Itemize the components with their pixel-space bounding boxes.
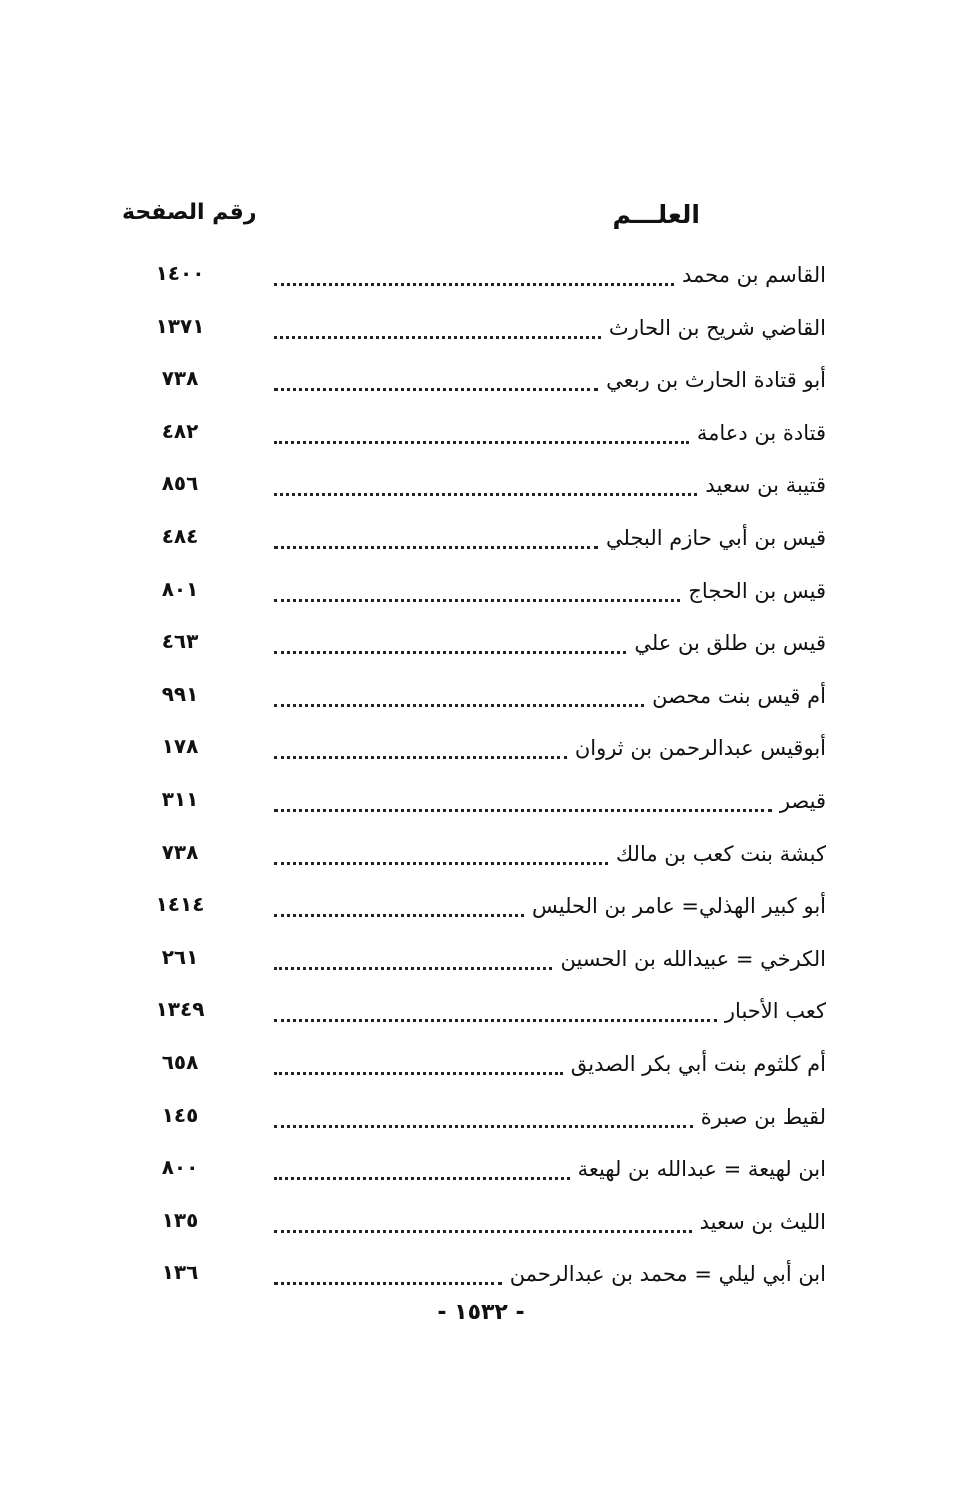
index-entry: [120, 886, 826, 939]
dot-leader: [274, 704, 644, 707]
entry-page-number: ٨٠١: [161, 576, 199, 601]
index-entry: [120, 1254, 826, 1307]
entry-name: قتيبة بن سعيد: [705, 473, 826, 498]
dot-leader: [274, 651, 626, 654]
index-entry: [120, 728, 826, 781]
entry-name: لقيط بن صبرة: [700, 1104, 826, 1129]
dot-leader: [274, 493, 697, 496]
entry-name-with-leader: [274, 678, 826, 712]
entry-page-number: ٧٣٨: [161, 366, 199, 391]
entry-page-number: ١٣٦: [161, 1260, 199, 1285]
index-entry: [120, 518, 826, 571]
entry-name: قيصر: [779, 788, 826, 813]
dot-leader: [274, 1072, 563, 1075]
index-entry: [120, 676, 826, 729]
index-entry: [120, 571, 826, 624]
entry-page-number: ٤٨٢: [161, 418, 199, 443]
name-column-heading: العلـــم: [612, 200, 700, 229]
index-entry: [120, 1044, 826, 1097]
entry-page-number: ٢٦١: [161, 944, 199, 969]
entry-name: الكرخي = عبيدالله بن الحسين: [560, 946, 826, 971]
entry-name-with-leader: [274, 415, 826, 449]
entry-page-number: ٩٩١: [161, 681, 199, 706]
entry-name: ابن أبي ليلي = محمد بن عبدالرحمن: [509, 1262, 826, 1287]
entry-name: قيس بن طلق بن علي: [634, 631, 826, 656]
dot-leader: [274, 441, 689, 444]
dot-leader: [274, 756, 567, 759]
entry-name-with-leader: [274, 573, 826, 607]
index-entry: [120, 781, 826, 834]
entry-name: الليث بن سعيد: [699, 1209, 826, 1234]
dot-leader: [274, 336, 601, 339]
entry-name-with-leader: [274, 362, 826, 396]
entry-name: أم كلثوم بنت أبي بكر الصديق: [570, 1051, 826, 1076]
dot-leader: [274, 862, 608, 865]
dot-leader: [274, 599, 680, 602]
entry-name-with-leader: [274, 836, 826, 870]
entry-page-number: ١٤١٤: [155, 892, 205, 917]
entry-name-with-leader: [274, 1099, 826, 1133]
entry-name-with-leader: [274, 1046, 826, 1080]
entry-name: أبوقيس عبدالرحمن بن ثروان: [574, 736, 826, 761]
index-entry: [120, 939, 826, 992]
entry-name: قيس بن الحجاج: [688, 578, 826, 603]
index-entry: [120, 1097, 826, 1150]
entry-page-number: ٤٨٤: [161, 523, 199, 548]
entry-page-number: ٨٠٠: [161, 1155, 199, 1180]
dot-leader: [274, 967, 552, 970]
dot-leader: [274, 1230, 692, 1233]
entry-name: القاسم بن محمد: [682, 263, 826, 287]
entry-page-number: ٨٥٦: [161, 471, 199, 496]
entry-name: كعب الأحبار: [724, 999, 826, 1024]
page-column-heading: رقم الصفحة: [122, 200, 257, 225]
entry-name-with-leader: [274, 310, 826, 344]
index-entry: [120, 991, 826, 1044]
dot-leader: [274, 1282, 502, 1285]
index-entry: [120, 465, 826, 518]
entry-name-with-leader: [274, 941, 826, 975]
entry-name: قتادة بن دعامة: [696, 420, 826, 445]
dot-leader: [274, 1125, 693, 1128]
entry-name: قيس بن أبي حازم البجلي: [606, 525, 826, 550]
dot-leader: [274, 809, 772, 812]
index-entry: [120, 1149, 826, 1202]
entry-name: أم قيس بنت محصن: [652, 683, 826, 708]
entry-name: ابن لهيعة = عبدالله بن لهيعة: [577, 1157, 826, 1182]
dot-leader: [274, 914, 524, 917]
dot-leader: [274, 388, 598, 391]
index-entry: [120, 623, 826, 676]
index-entry: [120, 413, 826, 466]
entry-name-with-leader: [274, 625, 826, 659]
index-entry-list: [120, 255, 826, 1307]
entry-page-number: ١٣٥: [161, 1207, 199, 1232]
entry-name: أبو قتادة الحارث بن ربعي: [606, 368, 826, 393]
dot-leader: [274, 546, 598, 549]
entry-page-number: ٤٦٣: [161, 629, 199, 654]
entry-page-number: ١٤٥: [161, 1102, 199, 1127]
entry-page-number: ٧٣٨: [161, 839, 199, 864]
entry-name-with-leader: [274, 888, 826, 922]
entry-name-with-leader: [274, 1256, 826, 1290]
entry-page-number: ١٤٠٠: [155, 261, 205, 285]
entry-name: كبشة بنت كعب بن مالك: [615, 841, 826, 866]
index-entry: [120, 308, 826, 361]
entry-name-with-leader: [274, 783, 826, 817]
entry-page-number: ١٣٧١: [155, 313, 205, 338]
entry-name: القاضي شريح بن الحارث: [608, 315, 826, 340]
index-entry: [120, 1202, 826, 1255]
index-entry: [120, 834, 826, 887]
dot-leader: [274, 1177, 570, 1180]
entry-name-with-leader: [274, 730, 826, 764]
dot-leader: [274, 283, 674, 286]
entry-name-with-leader: [274, 257, 826, 291]
dot-leader: [274, 1019, 717, 1022]
entry-page-number: ٣١١: [161, 786, 199, 811]
entry-page-number: ١٣٤٩: [155, 997, 205, 1022]
index-header: [110, 200, 826, 240]
entry-name: أبو كبير الهذلي= عامر بن الحليس: [531, 894, 826, 919]
entry-name-with-leader: [274, 1151, 826, 1185]
entry-page-number: ٦٥٨: [161, 1049, 199, 1074]
entry-name-with-leader: [274, 1204, 826, 1238]
entry-name-with-leader: [274, 520, 826, 554]
index-entry: [120, 255, 826, 308]
index-entry: [120, 360, 826, 413]
page-number: - ١٥٣٢ -: [437, 1300, 525, 1325]
entry-name-with-leader: [274, 467, 826, 501]
entry-page-number: ١٧٨: [161, 734, 199, 759]
entry-name-with-leader: [274, 993, 826, 1027]
